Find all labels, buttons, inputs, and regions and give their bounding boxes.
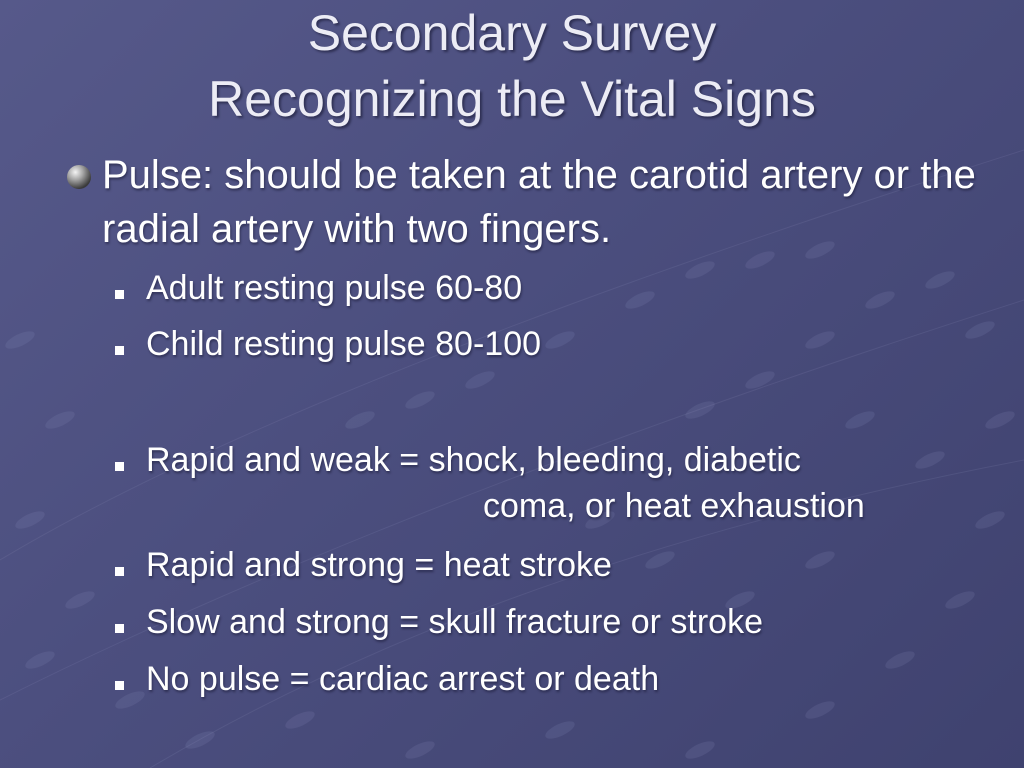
sub-item-rapid-strong: Rapid and strong = heat stroke — [146, 546, 612, 584]
square-bullet-icon — [115, 346, 124, 355]
square-bullet-icon — [115, 624, 124, 633]
square-bullet-icon — [115, 681, 124, 690]
square-bullet-icon — [115, 290, 124, 299]
square-bullet-icon — [115, 567, 124, 576]
sub-item-child-pulse: Child resting pulse 80-100 — [146, 325, 542, 363]
main-bullet-text: Pulse: should be taken at the carotid artery or the radial artery with two fingers. — [102, 153, 976, 251]
sub-item-rapid-weak: Rapid and weak = shock, bleeding, diabetic — [146, 441, 801, 479]
sub-item-adult-pulse: Adult resting pulse 60-80 — [146, 269, 523, 307]
sub-item-slow-strong: Slow and strong = skull fracture or stroke — [146, 603, 763, 641]
sphere-bullet-icon — [64, 162, 94, 192]
title-line-1: Secondary Survey — [307, 5, 717, 61]
sub-item-rapid-weak-continuation: coma, or heat exhaustion — [483, 487, 865, 525]
slide-title — [0, 0, 1024, 132]
square-bullet-icon — [115, 462, 124, 471]
title-line-2: Recognizing the Vital Signs — [208, 71, 816, 127]
sub-item-no-pulse: No pulse = cardiac arrest or death — [146, 660, 660, 698]
